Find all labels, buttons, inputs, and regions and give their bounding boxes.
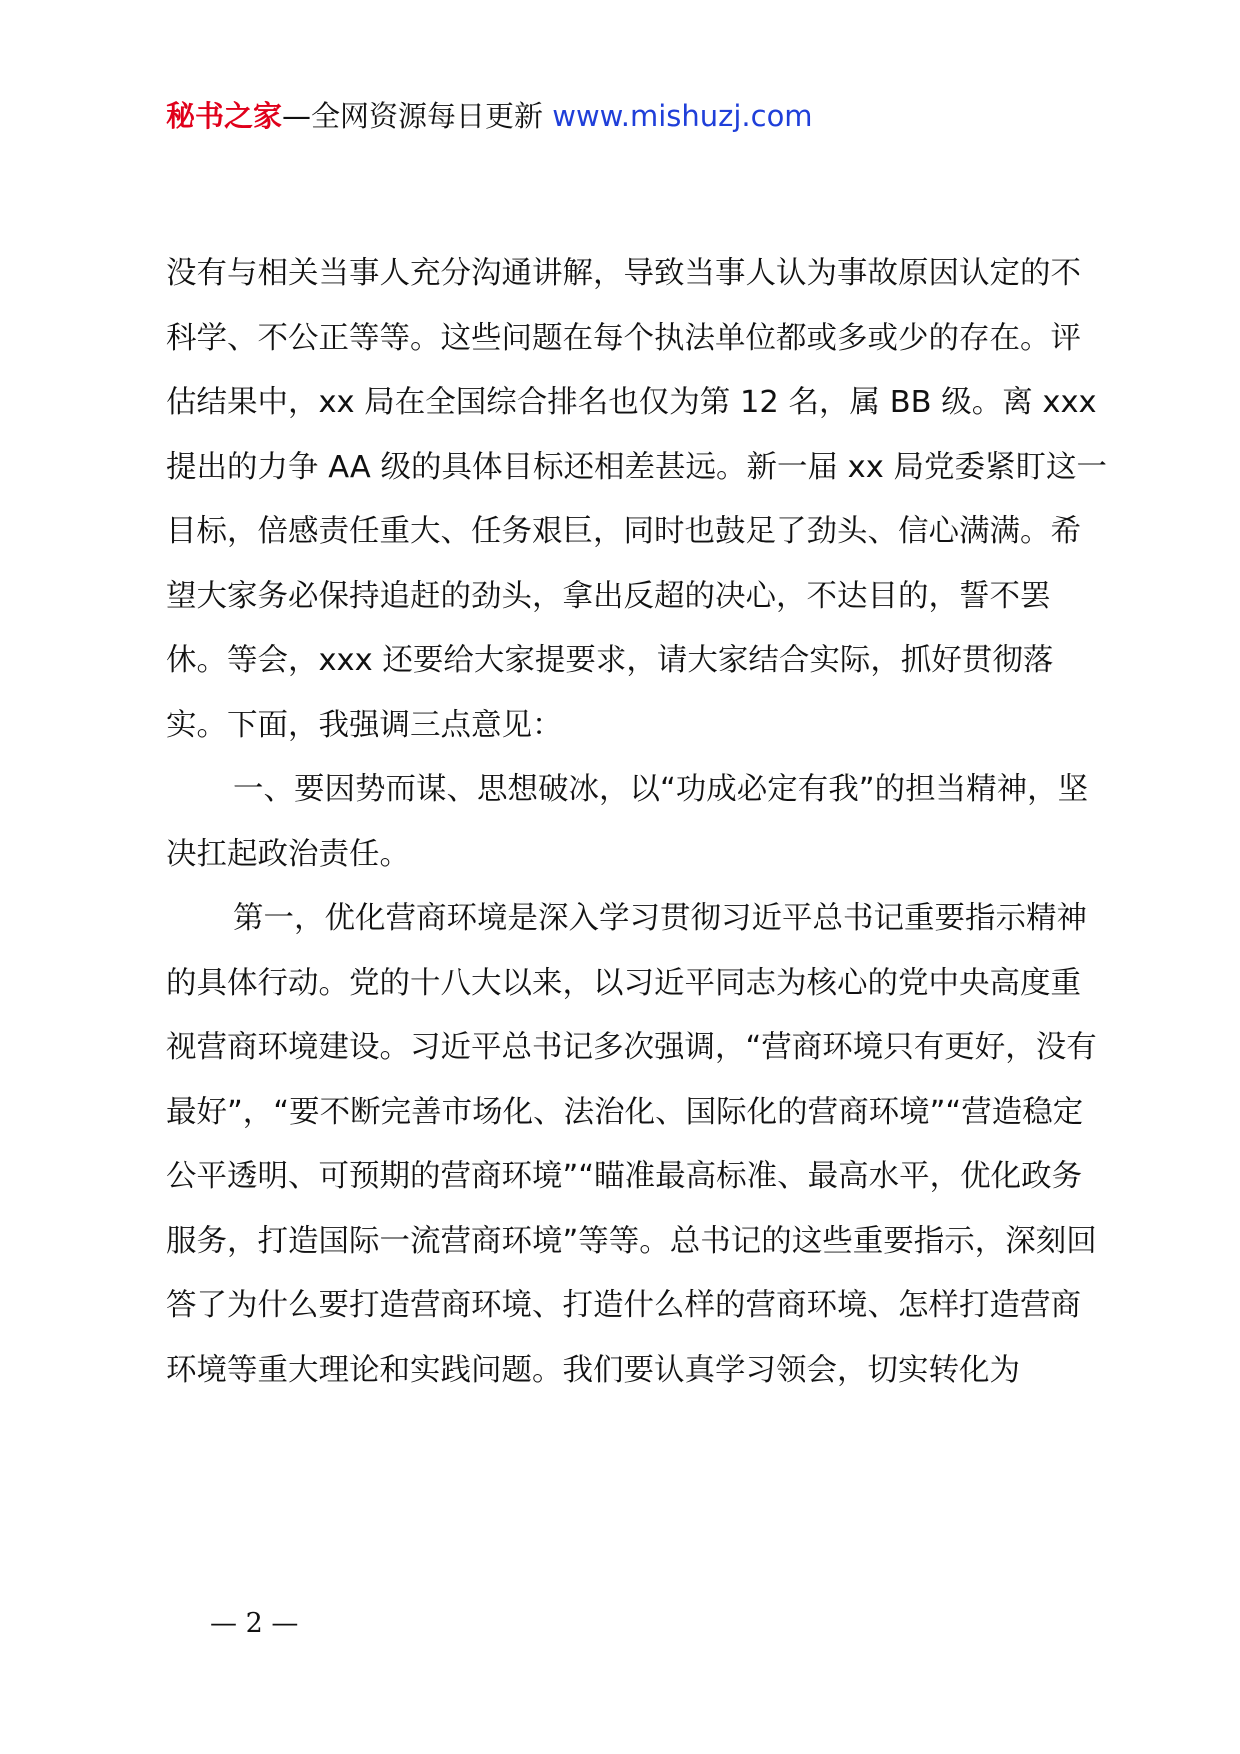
paragraph-point-one: 第一，优化营商环境是深入学习贯彻习近平总书记重要指示精神的具体行动。党的十八大以来，以习近平同志为核心的党中央高度重视营商环境建设。习近平总书记多次强调，“营商环境只有更好，没有最好”，“要不断完善市场化、法治化、国际化的营商环境”“营造稳定公平透明、可预期的营商环境”“瞄准最高标准、最高水平，优化政务服务，打造国际一流营商环境”等等。总书记的这些重要指示，深刻回答了为什么要打造营商环境、打造什么样的营商环境、怎样打造营商环境等重大理论和实践问题。我们要认真学习领会，切实转化为	[166, 901, 1097, 1388]
site-tagline: —全网资源每日更新	[282, 99, 553, 133]
section-heading: 一、要因势而谋、思想破冰，以“功成必定有我”的担当精神，坚决扛起政治责任。	[166, 772, 1089, 872]
site-header	[166, 96, 813, 136]
page-number: — 2 —	[210, 1608, 299, 1639]
site-url-link[interactable]: www.mishuzj.com	[552, 99, 813, 133]
site-brand: 秘书之家	[166, 99, 283, 133]
document-body	[166, 242, 1110, 1403]
paragraph-continuation: 没有与相关当事人充分沟通讲解，导致当事人认为事故原因认定的不科学、不公正等等。这些问题在每个执法单位都或多或少的存在。评估结果中，xx 局在全国综合排名也仅为第 12 名，属 BB 级。离 xxx 提出的力争 AA 级的具体目标还相差甚远。新一届 xx 局党委紧盯这一目标，倍感责任重大、任务艰巨，同时也鼓足了劲头、信心满满。希望大家务必保持追赶的劲头，拿出反超的决心，不达目的，誓不罢休。等会，xxx 还要给大家提要求，请大家结合实际，抓好贯彻落实。下面，我强调三点意见：	[166, 256, 1107, 743]
